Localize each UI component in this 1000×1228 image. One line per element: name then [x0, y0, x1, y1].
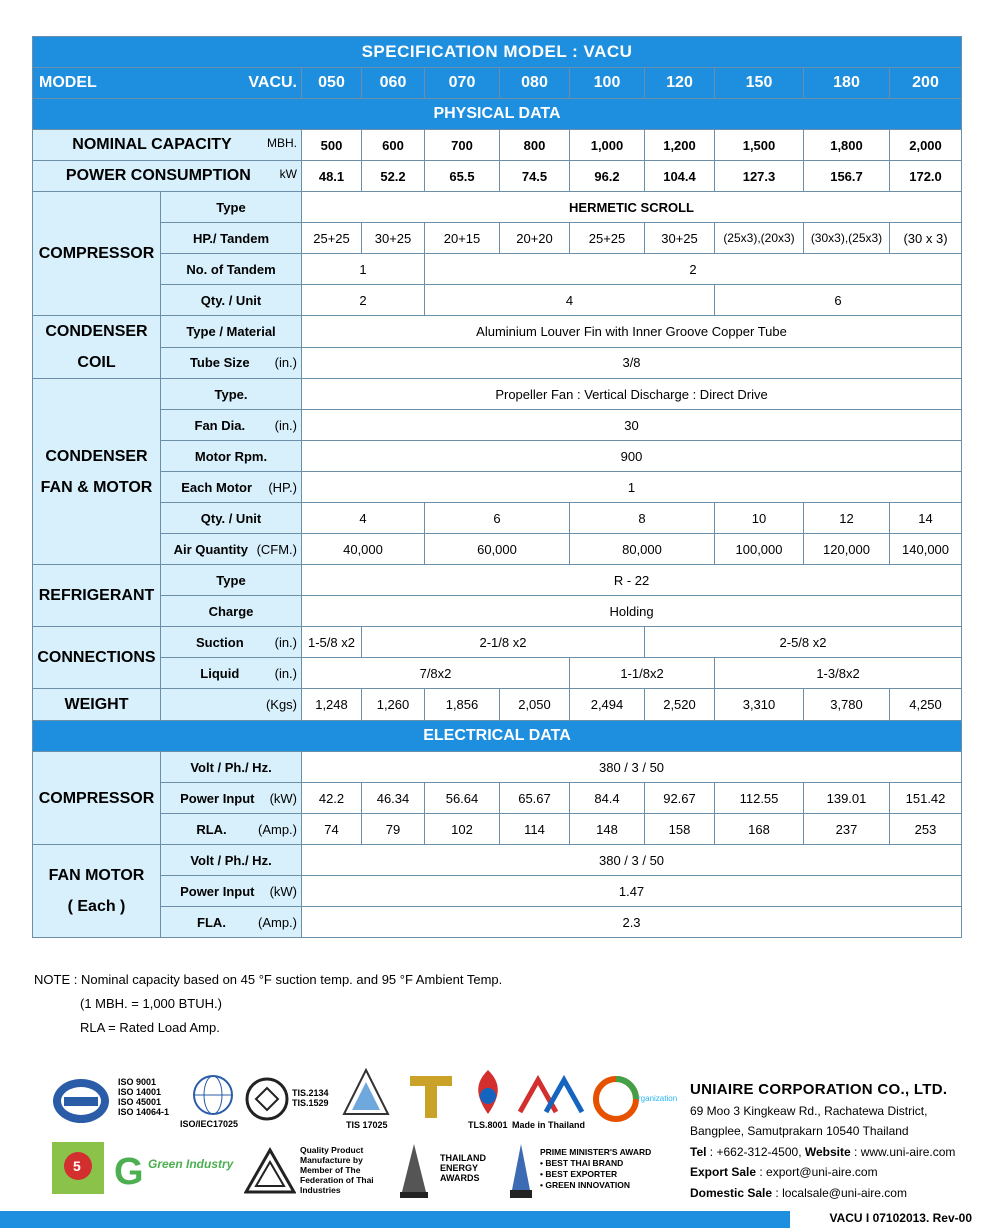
tis-logo-icon	[244, 1076, 290, 1122]
section-electrical: ELECTRICAL DATA	[33, 721, 962, 752]
table-row	[33, 347, 962, 379]
cell: 168	[715, 814, 804, 845]
model-cell: 180	[804, 68, 890, 99]
cell: 139.01	[804, 783, 890, 814]
made-in-thailand-icon	[516, 1074, 586, 1116]
energy-label-icon	[50, 1140, 106, 1196]
table-row	[33, 285, 962, 316]
domestic-label: Domestic Sale	[690, 1185, 773, 1200]
model-cell: 060	[362, 68, 425, 99]
cell: 56.64	[425, 783, 500, 814]
cell: 120,000	[804, 534, 890, 565]
tis17025-label: TIS 17025	[346, 1120, 388, 1130]
cell: 8	[570, 503, 715, 534]
cell: 900	[302, 441, 962, 472]
table-row	[33, 410, 962, 441]
cell: 2-5/8 x2	[645, 627, 962, 658]
export-email[interactable]: export@uni-aire.com	[766, 1165, 878, 1179]
row-unit: (in.)	[274, 665, 297, 681]
cell: 2,000	[890, 130, 962, 161]
iso-list: ISO 9001 ISO 14001 ISO 45001 ISO 14064-1	[118, 1077, 170, 1117]
row-label: Volt / Ph./ Hz.	[161, 845, 302, 876]
cell: 500	[302, 130, 362, 161]
cell: 30+25	[645, 223, 715, 254]
cell: 2	[425, 254, 962, 285]
tel-value: +662-312-4500,	[716, 1144, 802, 1159]
cell: 20+20	[500, 223, 570, 254]
cell: 1,200	[645, 130, 715, 161]
tls-label: TLS.8001	[468, 1120, 508, 1130]
row-unit: (Amp.)	[258, 914, 297, 930]
section-physical: PHYSICAL DATA	[33, 99, 962, 130]
table-row	[33, 379, 962, 410]
cell: 46.34	[362, 783, 425, 814]
cell: 96.2	[570, 161, 645, 192]
model-row	[33, 68, 962, 99]
row-label: Type	[161, 565, 302, 596]
energy-awards-label: THAILAND ENERGY AWARDS	[440, 1153, 486, 1183]
cell: Holding	[302, 596, 962, 627]
group-label: CONDENSER	[45, 447, 148, 465]
tis-list: TIS.2134 TIS.1529	[292, 1088, 329, 1108]
model-label: MODEL	[39, 74, 97, 91]
row-label: Power Input	[180, 790, 255, 806]
website-link[interactable]: www.uni-aire.com	[860, 1144, 956, 1159]
row-label: Volt / Ph./ Hz.	[161, 752, 302, 783]
cell: 151.42	[890, 783, 962, 814]
cell: 2	[302, 285, 425, 316]
cell: 2,050	[500, 689, 570, 721]
row-unit: (CFM.)	[256, 541, 297, 557]
cell: 1-3/8x2	[715, 658, 962, 689]
cell: 25+25	[570, 223, 645, 254]
group-label: CONDENSER	[45, 323, 148, 340]
cell: 100,000	[715, 534, 804, 565]
row-label: Charge	[161, 596, 302, 627]
cell: 74.5	[500, 161, 570, 192]
cell: R - 22	[302, 565, 962, 596]
cell: 52.2	[362, 161, 425, 192]
table-row	[33, 783, 962, 814]
fti-label: Quality Product Manufacture by Member of The Federation of Thai Industries	[300, 1145, 374, 1195]
cell: 80,000	[570, 534, 715, 565]
row-label: Suction	[195, 634, 244, 650]
cell: 25+25	[302, 223, 362, 254]
cell: 700	[425, 130, 500, 161]
cell: 600	[362, 130, 425, 161]
cell: 14	[890, 503, 962, 534]
row-label: Qty. / Unit	[161, 503, 302, 534]
cell: 84.4	[570, 783, 645, 814]
company-info: UNIAIRE CORPORATION CO., LTD. 69 Moo 3 Kingkeaw Rd., Rachatewa District, Bangplee, Samutprakarn 10540 Thailand Tel : +662-312-4500, Website : www.uni-aire.com Export Sale : export@uni-aire.com Domestic Sale : localsale@uni-aire.com	[690, 1081, 956, 1200]
row-unit: (in.)	[274, 355, 297, 371]
row-label: Type / Material	[161, 316, 302, 348]
cell: 380 / 3 / 50	[302, 845, 962, 876]
cell: 158	[645, 814, 715, 845]
cell: 3/8	[302, 347, 962, 379]
fti-logo-icon	[244, 1146, 296, 1196]
cell: 1.47	[302, 876, 962, 907]
row-label: Power Input	[180, 883, 255, 899]
company-name: UNIAIRE CORPORATION CO., LTD.	[690, 1081, 948, 1098]
cell: 10	[715, 503, 804, 534]
cell: 1,800	[804, 130, 890, 161]
table-row	[33, 752, 962, 783]
cell: 20+15	[425, 223, 500, 254]
cell: 127.3	[715, 161, 804, 192]
row-unit: kW	[279, 167, 297, 181]
cell: 172.0	[890, 161, 962, 192]
cell: 253	[890, 814, 962, 845]
cell: 102	[425, 814, 500, 845]
cell: 1,260	[362, 689, 425, 721]
cell: 65.67	[500, 783, 570, 814]
row-unit: (Amp.)	[258, 821, 297, 837]
model-prefix: VACU.	[248, 74, 297, 91]
iso-iec-label: ISO/IEC17025	[180, 1119, 239, 1129]
table-row	[33, 472, 962, 503]
table-row	[33, 441, 962, 472]
group-label: REFRIGERANT	[33, 565, 161, 627]
cell: 79	[362, 814, 425, 845]
cell: 48.1	[302, 161, 362, 192]
table-row	[33, 596, 962, 627]
revision-label: VACU I 07102013. Rev-00	[829, 1211, 972, 1225]
cell: 30	[302, 410, 962, 441]
row-label: Qty. / Unit	[161, 285, 302, 316]
model-cell: 050	[302, 68, 362, 99]
row-label: POWER CONSUMPTION	[65, 167, 251, 184]
row-unit: (kW)	[269, 883, 297, 899]
svg-text:5: 5	[73, 1158, 81, 1174]
row-unit: MBH.	[267, 136, 297, 150]
table-row	[33, 876, 962, 907]
group-label: FAN MOTOR	[48, 867, 145, 884]
cell: 1,856	[425, 689, 500, 721]
model-cell: 100	[570, 68, 645, 99]
cell: 74	[302, 814, 362, 845]
table-row	[33, 534, 962, 565]
row-unit: (Kgs)	[265, 697, 297, 712]
row-label: Fan Dia.	[194, 417, 246, 433]
row-label: Motor Rpm.	[161, 441, 302, 472]
cell: 1	[302, 254, 425, 285]
cell: 112.55	[715, 783, 804, 814]
row-label: RLA.	[196, 821, 227, 837]
note-line: NOTE : Nominal capacity based on 45 °F suction temp. and 95 °F Ambient Temp.	[34, 972, 503, 987]
model-cell: 080	[500, 68, 570, 99]
cell: 380 / 3 / 50	[302, 752, 962, 783]
cell: 1-1/8x2	[570, 658, 715, 689]
cell: Propeller Fan : Vertical Discharge : Direct Drive	[302, 379, 962, 410]
cell: 6	[425, 503, 570, 534]
made-label: Made in Thailand	[512, 1120, 586, 1130]
group-label: COIL	[77, 354, 116, 371]
table-row	[33, 192, 962, 223]
svg-text:G: G	[114, 1151, 144, 1190]
table-row	[33, 223, 962, 254]
table-row	[33, 565, 962, 596]
cell: 2.3	[302, 907, 962, 938]
green-org-icon	[592, 1072, 678, 1126]
cell: 60,000	[425, 534, 570, 565]
row-unit: (kW)	[269, 790, 297, 806]
cell: 12	[804, 503, 890, 534]
pm-award-trophy-icon	[508, 1142, 534, 1200]
table-row	[33, 627, 962, 658]
cell: (30 x 3)	[890, 223, 962, 254]
group-label: CONNECTIONS	[33, 627, 161, 689]
row-unit: (in.)	[274, 417, 297, 433]
tis17025-logo-icon	[340, 1068, 392, 1118]
group-label: FAN & MOTOR	[40, 478, 153, 496]
table-row	[33, 503, 962, 534]
group-label: ( Each )	[67, 898, 126, 915]
table-title: SPECIFICATION MODEL : VACU	[33, 37, 962, 68]
table-row	[33, 254, 962, 285]
cell: 1,000	[570, 130, 645, 161]
export-label: Export Sale	[690, 1165, 757, 1179]
row-label: No. of Tandem	[161, 254, 302, 285]
note-line: RLA = Rated Load Amp.	[80, 1020, 220, 1035]
row-unit: (in.)	[274, 634, 297, 650]
cell: 40,000	[302, 534, 425, 565]
row-label: Tube Size	[189, 355, 250, 371]
cell: 1	[302, 472, 962, 503]
row-label: Type	[161, 192, 302, 223]
row-label: Each Motor	[181, 479, 253, 495]
svg-text:rganization: rganization	[638, 1094, 678, 1103]
cell: 1,500	[715, 130, 804, 161]
cell: 237	[804, 814, 890, 845]
group-label: COMPRESSOR	[33, 192, 161, 316]
cell: 2,494	[570, 689, 645, 721]
cell: 800	[500, 130, 570, 161]
company-address: 69 Moo 3 Kingkeaw Rd., Rachatewa District,	[690, 1103, 928, 1118]
cell: 1-5/8 x2	[302, 627, 362, 658]
cell: 140,000	[890, 534, 962, 565]
model-cell: 070	[425, 68, 500, 99]
cell: 65.5	[425, 161, 500, 192]
energy-award-trophy-icon	[396, 1142, 432, 1200]
notes	[34, 968, 502, 1040]
company-address: Bangplee, Samutprakarn 10540 Thailand	[690, 1124, 909, 1138]
model-cell: 200	[890, 68, 962, 99]
table-row	[33, 130, 962, 161]
table-row	[33, 845, 962, 876]
footer-bar	[0, 1211, 790, 1228]
row-label: Type.	[161, 379, 302, 410]
green-industry-icon	[114, 1150, 144, 1190]
tls-logo-icon	[466, 1066, 510, 1118]
tel-label: Tel	[690, 1144, 707, 1159]
table-row	[33, 658, 962, 689]
row-label: Liquid	[200, 665, 240, 681]
website-label: Website	[804, 1144, 851, 1159]
cell: 7/8x2	[302, 658, 570, 689]
cell: 92.67	[645, 783, 715, 814]
specification-table	[32, 36, 962, 938]
cell: 114	[500, 814, 570, 845]
cell: 2-1/8 x2	[362, 627, 645, 658]
cell: (30x3),(25x3)	[804, 223, 890, 254]
cell: 3,310	[715, 689, 804, 721]
thailand-trust-icon	[406, 1074, 456, 1120]
row-unit: (HP.)	[268, 479, 297, 495]
row-label: Air Quantity	[173, 541, 248, 557]
masci-logo-icon	[50, 1076, 112, 1126]
table-row	[33, 907, 962, 938]
cell: 104.4	[645, 161, 715, 192]
table-row	[33, 161, 962, 192]
group-label: COMPRESSOR	[33, 752, 161, 845]
note-line: (1 MBH. = 1,000 BTUH.)	[80, 996, 222, 1011]
group-label: WEIGHT	[33, 689, 161, 721]
table-row	[33, 689, 962, 721]
cell: 4	[302, 503, 425, 534]
cell: Aluminium Louver Fin with Inner Groove Copper Tube	[302, 316, 962, 348]
green-industry-label: Green Industry	[148, 1157, 234, 1171]
cell: HERMETIC SCROLL	[302, 192, 962, 223]
cell: (25x3),(20x3)	[715, 223, 804, 254]
globe-icon	[190, 1074, 236, 1116]
row-label: HP./ Tandem	[161, 223, 302, 254]
pm-award-list: PRIME MINISTER'S AWARD • BEST THAI BRAND • BEST EXPORTER • GREEN INNOVATION	[540, 1147, 652, 1190]
cell: 30+25	[362, 223, 425, 254]
cell: 42.2	[302, 783, 362, 814]
cell: 3,780	[804, 689, 890, 721]
cell: 2,520	[645, 689, 715, 721]
table-row	[33, 316, 962, 348]
row-label: NOMINAL CAPACITY	[72, 136, 232, 153]
cell: 6	[715, 285, 962, 316]
cell: 156.7	[804, 161, 890, 192]
cell: 148	[570, 814, 645, 845]
model-cell: 120	[645, 68, 715, 99]
row-label: FLA.	[197, 914, 226, 930]
cell: 1,248	[302, 689, 362, 721]
table-row	[33, 814, 962, 845]
domestic-email[interactable]: localsale@uni-aire.com	[782, 1185, 907, 1200]
cell: 4	[425, 285, 715, 316]
model-cell: 150	[715, 68, 804, 99]
cell: 4,250	[890, 689, 962, 721]
